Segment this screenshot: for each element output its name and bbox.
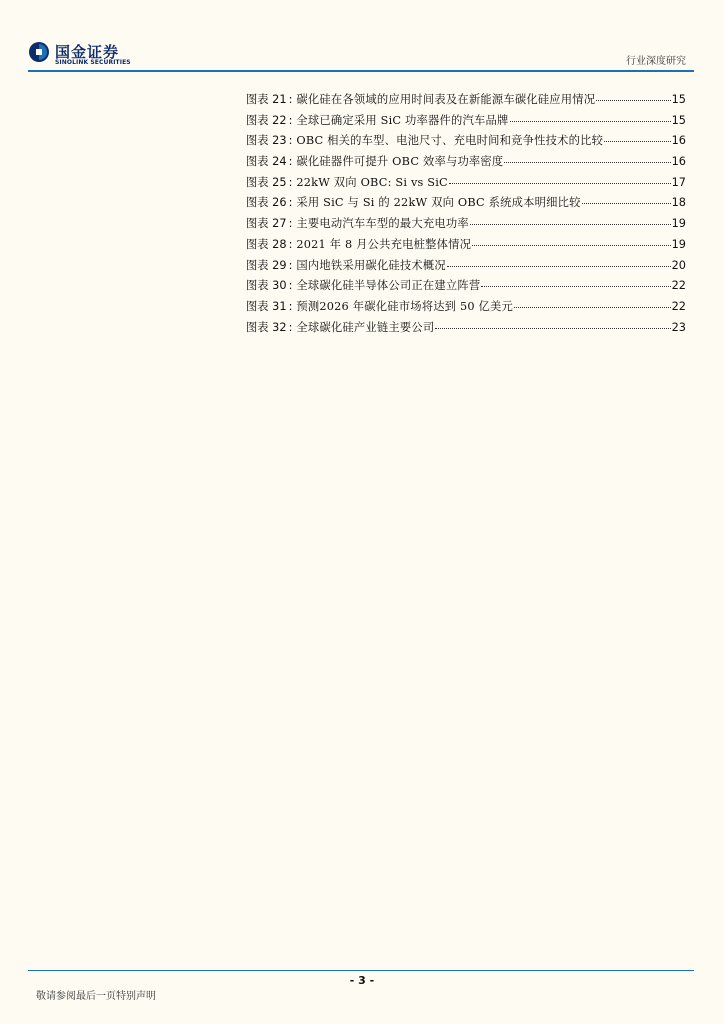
toc-page-number: 22 [671,299,686,313]
sinolink-logo-icon [28,41,50,63]
toc-separator: : [288,134,293,148]
toc-entry[interactable] [246,296,686,317]
toc-figure-number: 图表 27 [246,217,287,231]
toc-entry[interactable] [246,89,686,110]
toc-figure-title: 碳化硅器件可提升 OBC 效率与功率密度 [296,155,504,169]
toc-page-number: 23 [671,320,686,334]
toc-separator: : [288,299,293,313]
toc-separator: : [288,113,293,127]
toc-page-number: 15 [671,93,686,106]
toc-dot-leader [604,130,671,144]
footer-divider [28,970,694,971]
toc-figure-number: 图表 32 [246,320,287,334]
toc-figure-number: 图表 26 [246,196,287,210]
toc-figure-number: 图表 24 [246,155,287,169]
toc-figure-number: 图表 31 [246,299,287,313]
toc-page-number: 17 [671,175,686,189]
toc-figure-number: 图表 25 [246,175,287,189]
toc-separator: : [288,217,293,231]
toc-figure-title: 2021 年 8 月公共充电桩整体情况 [296,237,472,251]
logo-english-name: SINOLINK SECURITIES [55,59,131,66]
toc-dot-leader [596,89,670,103]
toc-dot-leader [510,110,671,124]
toc-page-number: 20 [671,258,686,272]
toc-separator: : [288,93,293,106]
page-number: - 3 - [349,974,375,987]
toc-page-number: 15 [671,113,686,127]
toc-figure-title: 预测2026 年碳化硅市场将达到 50 亿美元 [296,299,514,313]
toc-dot-leader [582,192,671,206]
toc-figure-title: 22kW 双向 OBC: Si vs SiC [296,175,448,189]
toc-separator: : [288,196,293,210]
toc-dot-leader [472,234,670,248]
toc-dot-leader [435,317,670,331]
toc-dot-leader [470,213,671,227]
toc-figure-number: 图表 28 [246,237,287,251]
toc-entry[interactable] [246,275,686,296]
toc-page-number: 16 [671,155,686,169]
toc-figure-title: 碳化硅在各领域的应用时间表及在新能源车碳化硅应用情况 [296,93,596,106]
report-type-label: 行业深度研究 [626,56,686,67]
toc-separator: : [288,155,293,169]
toc-dot-leader [481,275,670,289]
toc-separator: : [288,279,293,293]
toc-figure-title: 全球碳化硅产业链主要公司 [296,320,435,334]
toc-entry[interactable] [246,172,686,193]
toc-figure-title: 采用 SiC 与 Si 的 22kW 双向 OBC 系统成本明细比较 [296,196,581,210]
toc-page-number: 19 [671,217,686,231]
toc-figure-title: 全球已确定采用 SiC 功率器件的汽车品牌 [296,113,509,127]
toc-dot-leader [447,255,671,269]
logo-chinese-name: 国金证券 [55,43,120,61]
toc-entry[interactable] [246,151,686,172]
header-divider [28,70,694,72]
toc-page-number: 16 [671,134,686,148]
toc-separator: : [288,258,293,272]
toc-separator: : [288,175,293,189]
disclaimer-text: 敬请参阅最后一页特别声明 [36,991,156,1002]
toc-figure-title: 主要电动汽车车型的最大充电功率 [296,217,469,231]
toc-page-number: 22 [671,279,686,293]
toc-entry[interactable] [246,317,686,338]
toc-figure-number: 图表 30 [246,279,287,293]
toc-figure-title: 全球碳化硅半导体公司正在建立阵营 [296,279,481,293]
toc-figure-number: 图表 21 [246,93,287,106]
toc-dot-leader [504,151,670,165]
toc-page-number: 19 [671,237,686,251]
toc-figure-number: 图表 29 [246,258,287,272]
figure-table-of-contents [246,89,686,337]
toc-entry[interactable] [246,213,686,234]
toc-figure-title: OBC 相关的车型、电池尺寸、充电时间和竞争性技术的比较 [296,134,604,148]
toc-entry[interactable] [246,130,686,151]
toc-figure-number: 图表 22 [246,113,287,127]
page-header [0,0,724,72]
toc-entry[interactable] [246,192,686,213]
toc-figure-number: 图表 23 [246,134,287,148]
toc-entry[interactable] [246,110,686,131]
toc-entry[interactable] [246,255,686,276]
toc-separator: : [288,320,293,334]
toc-separator: : [288,237,293,251]
toc-figure-title: 国内地铁采用碳化硅技术概况 [296,258,446,272]
toc-page-number: 18 [671,196,686,210]
toc-entry[interactable] [246,234,686,255]
toc-dot-leader [514,296,671,310]
toc-dot-leader [449,172,671,186]
